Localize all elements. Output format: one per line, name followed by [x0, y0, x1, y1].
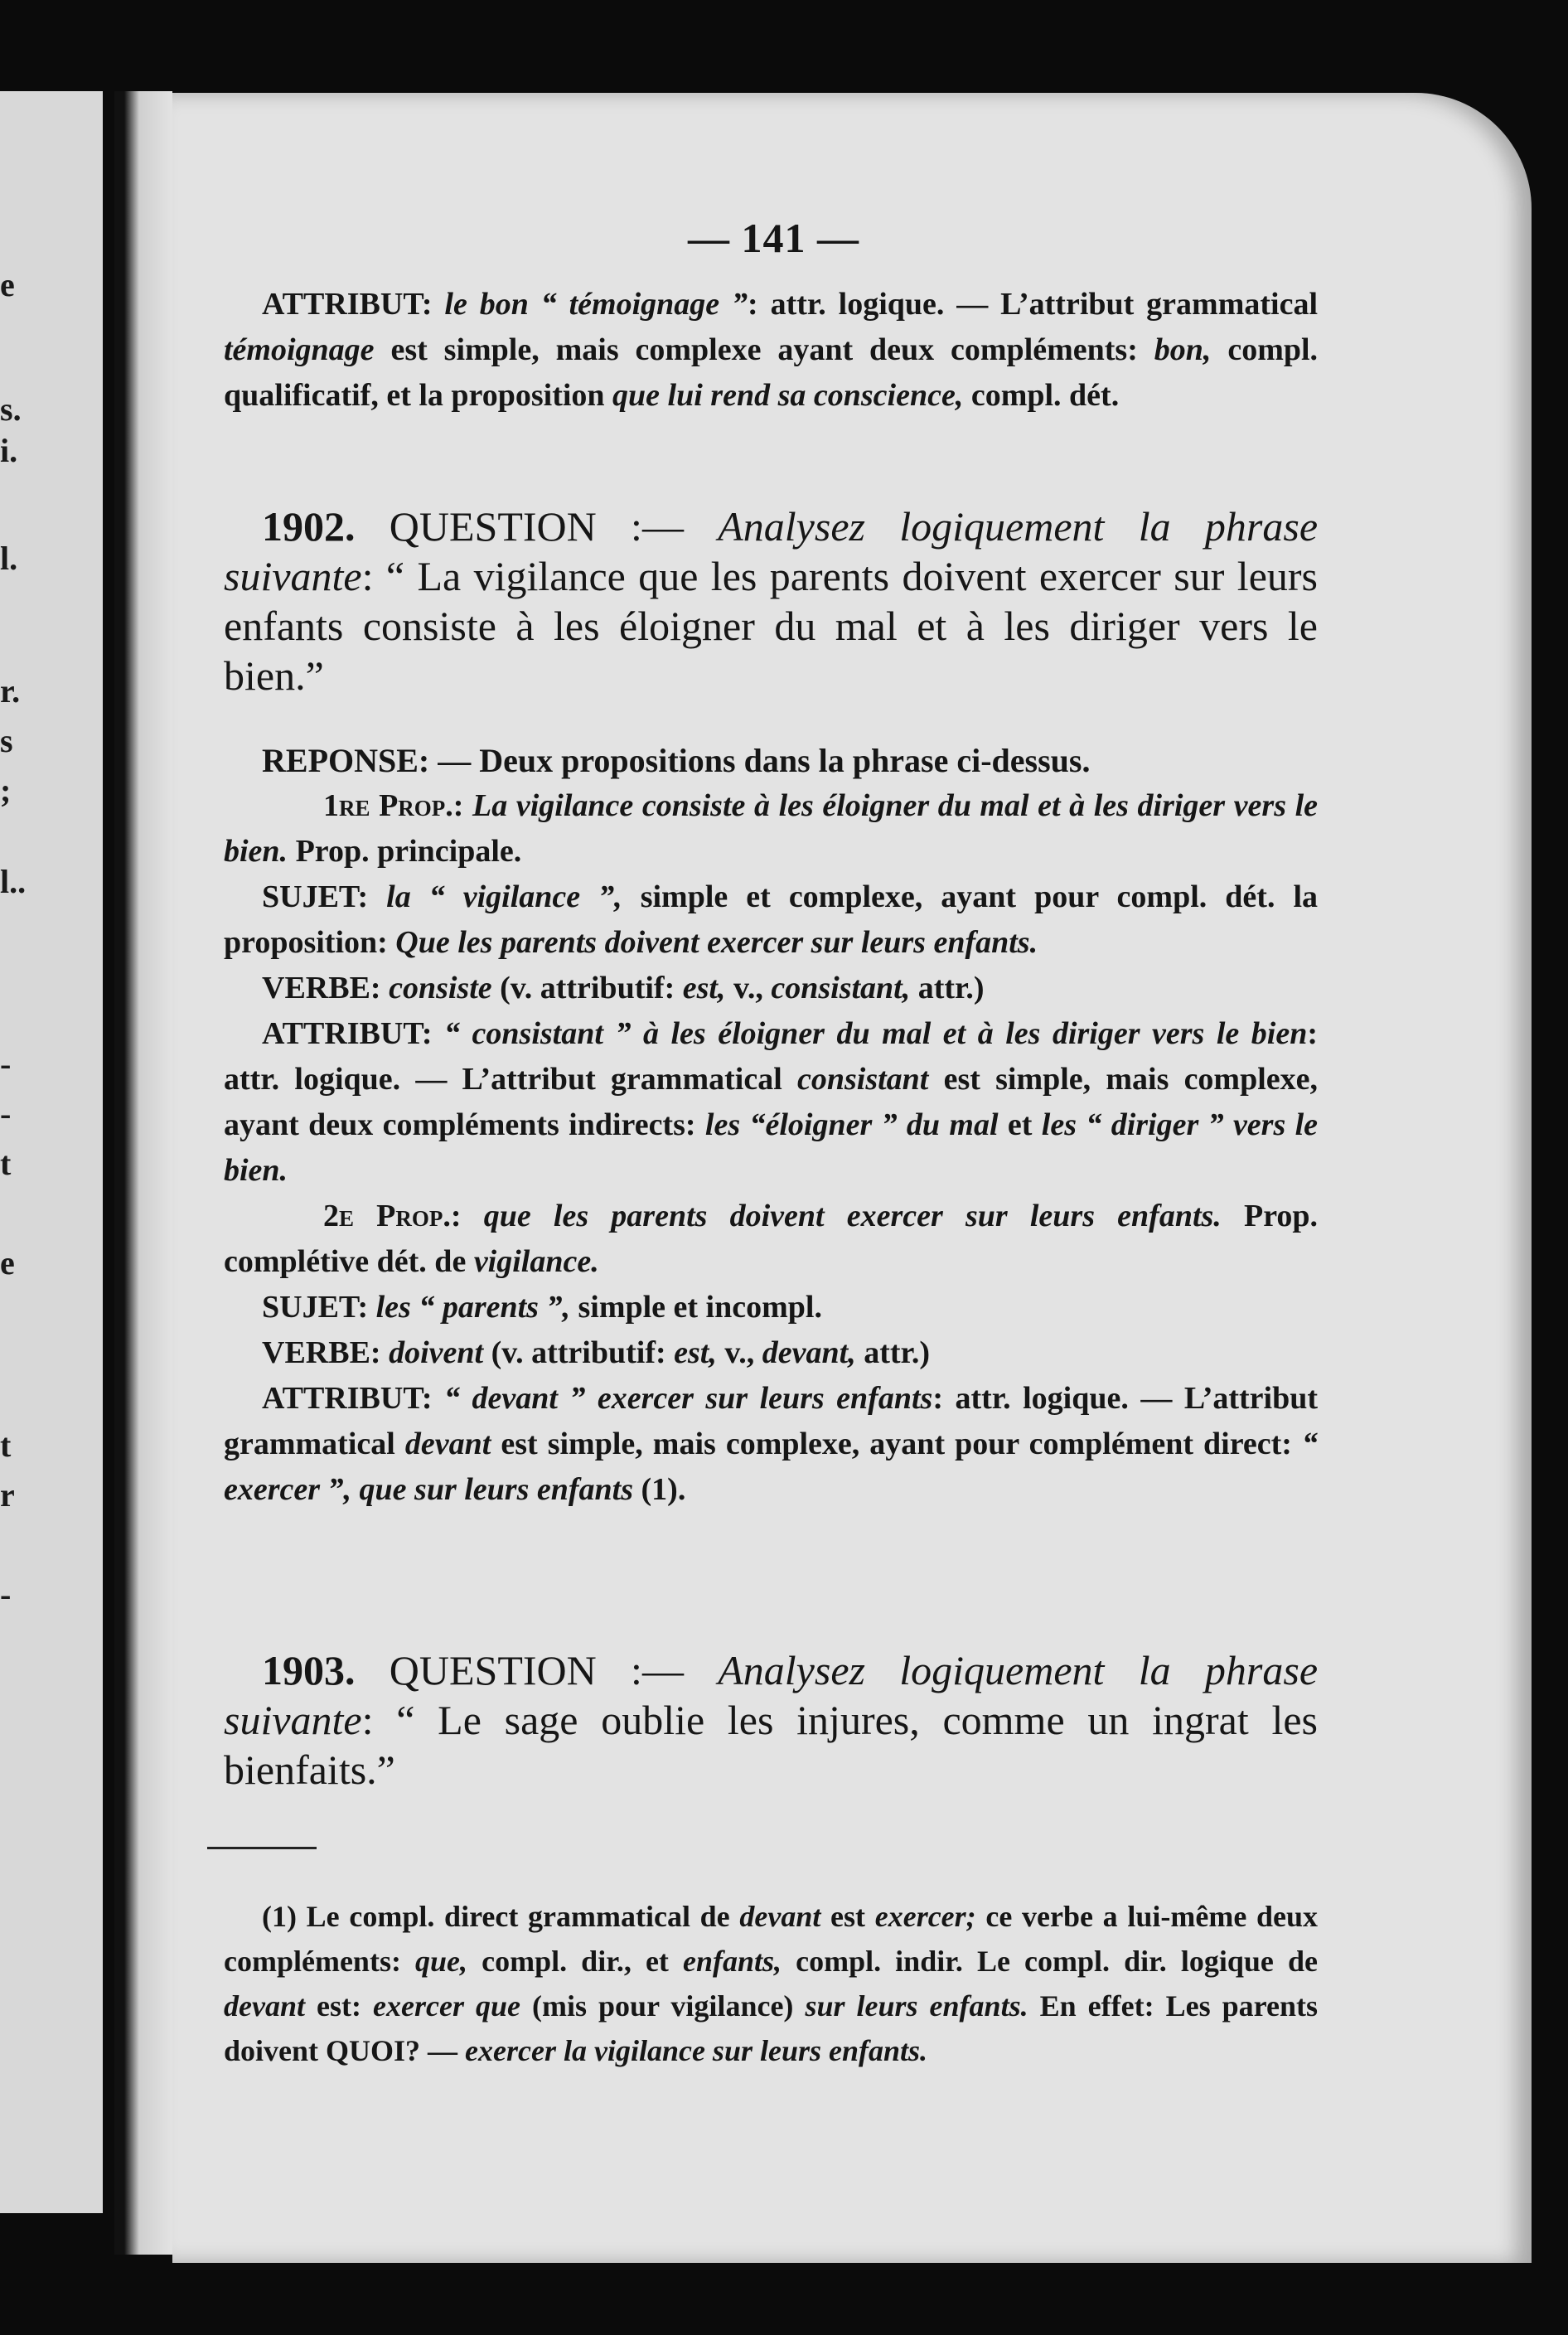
- italic-text: “ consistant ” à les éloigner du mal et à les diriger vers le bien: [444, 1016, 1308, 1051]
- italic-text: “ exercer ”, que sur leurs enfants: [224, 1427, 1319, 1507]
- italic-text: bon,: [1154, 332, 1212, 367]
- sujet-1: [224, 874, 1318, 966]
- text: simple et complexe, ayant pour compl. dét. la proposition:: [224, 879, 1319, 960]
- italic-text: exercer que: [373, 1989, 520, 2023]
- question-1903: [224, 1645, 1318, 1795]
- text: En effet: Les parents doivent QUOI? —: [224, 1989, 1319, 2067]
- question-number: 1903.: [262, 1647, 356, 1693]
- italic-text: sur leurs enfants.: [805, 1989, 1028, 2023]
- verbe-1: [224, 966, 1318, 1011]
- italic-text: devant: [224, 1989, 305, 2023]
- question-instruction: Analysez logiquement la phrase suivante: [224, 503, 1319, 599]
- left-glyph: s.: [0, 390, 22, 428]
- italic-text: les “éloigner ” du mal: [704, 1107, 999, 1142]
- italic-text: devant: [404, 1427, 491, 1461]
- italic-text: consistant,: [771, 971, 911, 1005]
- italic-text: consiste: [389, 971, 492, 1005]
- text: v.,: [733, 971, 763, 1005]
- text: attr.): [917, 971, 985, 1005]
- italic-text: devant,: [762, 1335, 856, 1370]
- verbe-2: [224, 1330, 1318, 1376]
- text: est simple, mais complexe, ayant pour complément direct:: [501, 1427, 1292, 1461]
- left-glyph: t: [0, 1427, 12, 1464]
- label: 2e Prop.:: [323, 1199, 462, 1233]
- attribut-paragraph-top: [224, 282, 1318, 419]
- text: (mis pour vigilance): [532, 1989, 794, 2023]
- book-spine: [103, 91, 114, 2213]
- prop-1: [224, 783, 1318, 874]
- question-number: 1902.: [262, 503, 356, 550]
- prop-2: [224, 1194, 1318, 1285]
- text: (1) Le compl. direct grammatical de: [262, 1900, 730, 1933]
- text: (v. attributif:: [491, 1335, 666, 1370]
- italic-text: que,: [415, 1945, 468, 1978]
- question-label: QUESTION :—: [389, 1647, 684, 1693]
- question-quote: : “ La vigilance que les parents doivent exercer sur leurs enfants consiste à les éloigner du mal et à les diriger vers le bien.”: [224, 553, 1318, 699]
- italic-text: que lui rend sa conscience,: [612, 378, 964, 413]
- answer-1902: [224, 738, 1318, 1513]
- footnote: [224, 1894, 1318, 2073]
- question-label: QUESTION :—: [389, 503, 684, 550]
- left-glyph: s: [0, 722, 13, 759]
- page-number: — 141 —: [688, 215, 859, 261]
- left-glyph: ;: [0, 772, 12, 809]
- italic-text: exercer la vigilance sur leurs enfants.: [465, 2034, 928, 2067]
- footnote-rule: [207, 1847, 317, 1849]
- answer-label: REPONSE: —: [262, 742, 472, 779]
- attribut-1: [224, 1011, 1318, 1194]
- italic-text: les “ diriger ” vers le bien.: [224, 1107, 1319, 1188]
- italic-text: le bon “ témoignage ”: [444, 287, 748, 322]
- italic-text: témoignage: [224, 332, 375, 367]
- text: est simple, mais complexe ayant deux compléments:: [390, 332, 1138, 367]
- text: Prop. complétive dét. de: [224, 1199, 1319, 1279]
- sujet-2: [224, 1285, 1318, 1330]
- label: VERBE:: [262, 971, 381, 1005]
- text: attr.): [864, 1335, 931, 1370]
- label: 1re Prop.:: [323, 788, 464, 823]
- question-quote: : “ Le sage oublie les injures, comme un ingrat les bienfaits.”: [224, 1697, 1318, 1793]
- left-glyph: -: [0, 1095, 12, 1132]
- left-glyph: l.: [0, 540, 18, 577]
- left-glyph: r: [0, 1476, 15, 1514]
- text: compl. qualificatif, et la proposition: [224, 332, 1319, 413]
- left-margin-glyphs: [0, 91, 33, 2213]
- text: compl. dir., et: [482, 1945, 669, 1978]
- question-1902: [224, 501, 1318, 700]
- left-glyph: r.: [0, 672, 21, 710]
- left-glyph: -: [0, 1045, 12, 1083]
- italic-text: doivent: [389, 1335, 484, 1370]
- italic-text: les “ parents ”,: [375, 1290, 570, 1325]
- text: simple et incompl.: [578, 1290, 822, 1325]
- italic-text: enfants,: [683, 1945, 782, 1978]
- text: (1).: [641, 1472, 686, 1507]
- italic-text: Que les parents doivent exercer sur leurs enfants.: [395, 925, 1038, 960]
- text: est:: [317, 1989, 361, 2023]
- text: est: [830, 1900, 866, 1933]
- italic-text: est,: [674, 1335, 717, 1370]
- label: ATTRIBUT:: [262, 1381, 433, 1416]
- italic-text: consistant: [796, 1062, 929, 1097]
- attribut-2: [224, 1376, 1318, 1513]
- label: SUJET:: [262, 1290, 369, 1325]
- text: compl. indir. Le compl. dir. logique de: [796, 1945, 1318, 1978]
- label: VERBE:: [262, 1335, 381, 1370]
- italic-text: “ devant ” exercer sur leurs enfants: [444, 1381, 933, 1416]
- text: v.,: [724, 1335, 755, 1370]
- italic-text: que les parents doivent exercer sur leurs enfants.: [483, 1199, 1222, 1233]
- text: Prop. principale.: [295, 834, 522, 869]
- text: (v. attributif:: [500, 971, 675, 1005]
- question-instruction: Analysez logiquement la phrase suivante: [224, 1647, 1319, 1743]
- left-glyph: i.: [0, 432, 18, 469]
- left-glyph: l..: [0, 863, 27, 900]
- label: ATTRIBUT:: [262, 1016, 433, 1051]
- label: SUJET:: [262, 879, 369, 914]
- text: : attr. logique. — L’attribut grammatical: [224, 1016, 1318, 1097]
- text: : attr. logique. — L’attribut grammatical: [748, 287, 1318, 322]
- left-glyph: -: [0, 1576, 12, 1613]
- answer-text: Deux propositions dans la phrase ci-dessus.: [479, 742, 1091, 779]
- text: compl. dét.: [970, 378, 1120, 413]
- italic-text: la “ vigilance ”,: [386, 879, 622, 914]
- italic-text: est,: [682, 971, 726, 1005]
- text: est simple, mais complexe, ayant deux compléments indirects:: [224, 1062, 1319, 1142]
- italic-text: devant: [739, 1900, 821, 1933]
- text: ce verbe a lui-même deux compléments:: [224, 1900, 1319, 1978]
- italic-text: La vigilance consiste à les éloigner du mal et à les diriger vers le bien.: [224, 788, 1318, 869]
- left-glyph: t: [0, 1145, 12, 1182]
- italic-text: vigilance.: [473, 1244, 599, 1279]
- italic-text: exercer;: [874, 1900, 976, 1933]
- text: et: [1007, 1107, 1033, 1142]
- label: ATTRIBUT:: [262, 287, 433, 322]
- text: : attr. logique. — L’attribut grammatical: [224, 1381, 1318, 1461]
- left-glyph: e: [0, 266, 15, 303]
- left-glyph: e: [0, 1244, 15, 1281]
- left-facing-page: [0, 91, 114, 2213]
- page-gutter: [114, 91, 172, 2255]
